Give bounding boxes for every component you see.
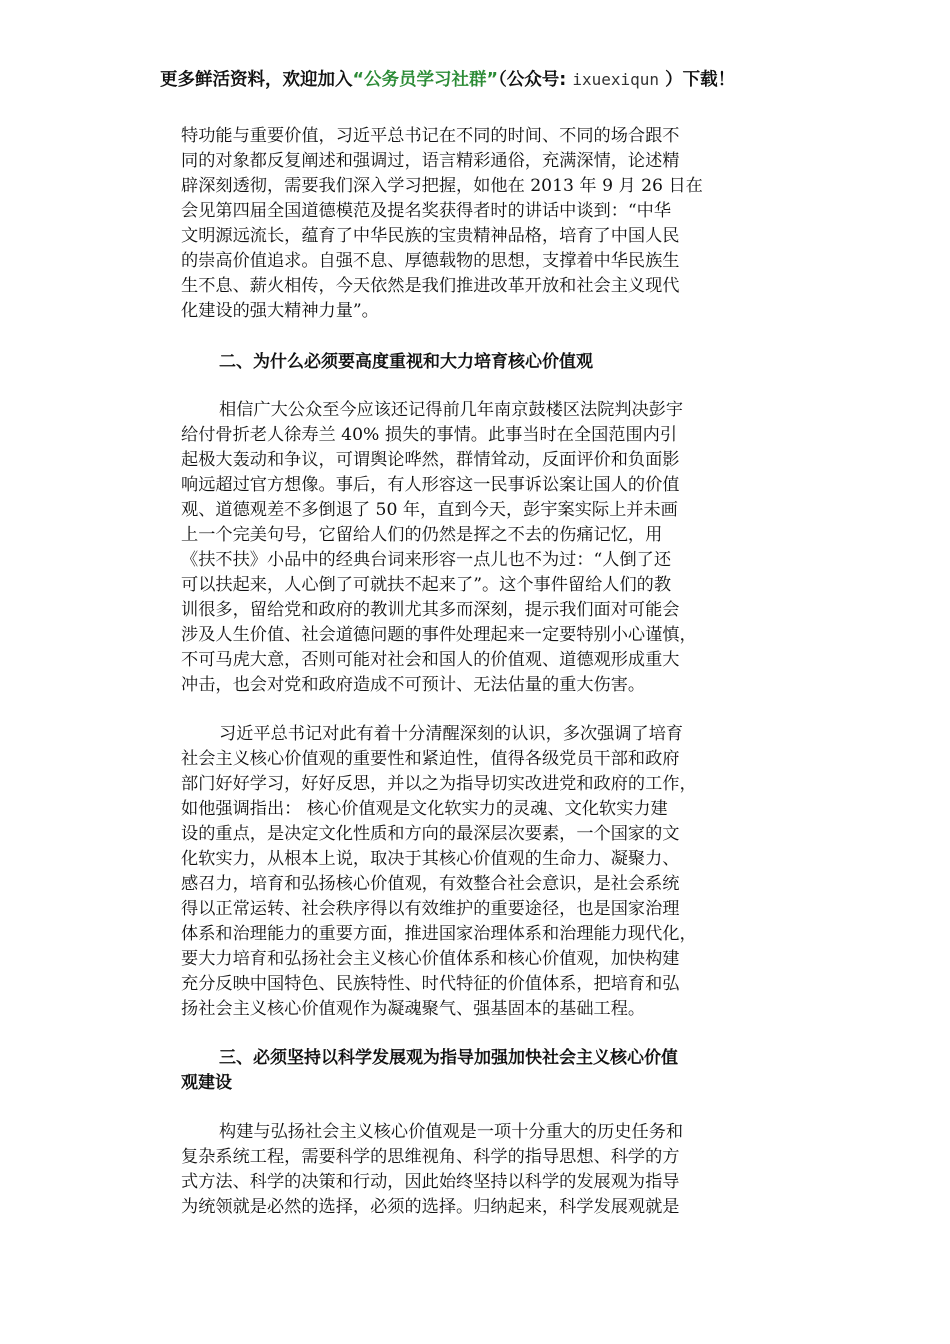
text-line: 涉及人生价值、社会道德问题的事件处理起来一定要特别小心谨慎， [181, 625, 697, 645]
text-line: 复杂系统工程，需要科学的思维视角、科学的指导思想、科学的方 [181, 1147, 680, 1167]
text-line: 同的对象都反复阐述和强调过，语言精彩通俗，充满深情，论述精 [181, 151, 680, 171]
text-line: 如他强调指出： 核心价值观是文化软实力的灵魂、文化软实力建 [181, 799, 668, 819]
section-heading-2: 二、为什么必须要高度重视和大力培育核心价值观 [219, 352, 593, 372]
text-line: 起极大轰动和争议，可谓舆论哗然，群情耸动，反面评价和负面影 [181, 450, 680, 470]
text-line: 冲击，也会对党和政府造成不可预计、无法估量的重大伤害。 [181, 675, 646, 695]
text-line: 的崇高价值追求。自强不息、厚德载物的思想，支撑着中华民族生 [181, 251, 680, 271]
promo-header [160, 68, 820, 92]
text-line: 部门好好学习，好好反思，并以之为指导切实改进党和政府的工作， [181, 774, 697, 794]
text-line: 充分反映中国特色、民族特性、时代特征的价值体系，把培育和弘 [181, 974, 680, 994]
text-line: 辟深刻透彻，需要我们深入学习把握，如他在 2013 年 9 月 26 日在 [181, 176, 703, 196]
text-line: 社会主义核心价值观的重要性和紧迫性，值得各级党员干部和政府 [181, 749, 680, 769]
text-line: 会见第四届全国道德模范及提名奖获得者时的讲话中谈到：“中华 [181, 201, 672, 221]
text-line: 得以正常运转、社会秩序得以有效维护的重要途径，也是国家治理 [181, 899, 680, 919]
text-line: 式方法、科学的决策和行动，因此始终坚持以科学的发展观为指导 [181, 1172, 680, 1192]
text-line: 文明源远流长，蕴育了中华民族的宝贵精神品格，培育了中国人民 [181, 226, 680, 246]
text-line: 响远超过官方想像。事后，有人形容这一民事诉讼案让国人的价值 [181, 475, 680, 495]
community-link[interactable]: “公务员学习社群” [352, 70, 499, 90]
text-line: 感召力，培育和弘扬核心价值观，有效整合社会意识，是社会系统 [181, 874, 680, 894]
header-text-1: 更多鲜活资料，欢迎加入 [160, 70, 353, 90]
text-line: 习近平总书记对此有着十分清醒深刻的认识，多次强调了培育 [219, 724, 684, 744]
text-line: 相信广大公众至今应该还记得前几年南京鼓楼区法院判决彭宇 [219, 400, 684, 420]
heading-line: 观建设 [181, 1073, 232, 1093]
header-text-2: （公众号: [498, 70, 567, 90]
heading-line: 三、必须坚持以科学发展观为指导加强加快社会主义核心价值 [219, 1048, 678, 1068]
text-line: 特功能与重要价值，习近平总书记在不同的时间、不同的场合跟不 [181, 126, 680, 146]
text-line: 设的重点，是决定文化性质和方向的最深层次要素，一个国家的文 [181, 824, 680, 844]
text-line: 扬社会主义核心价值观作为凝魂聚气、强基固本的基础工程。 [181, 999, 646, 1019]
text-line: 化软实力，从根本上说，取决于其核心价值观的生命力、凝聚力、 [181, 849, 680, 869]
text-line: 要大力培育和弘扬社会主义核心价值体系和核心价值观，加快构建 [181, 949, 680, 969]
header-text-3: ）下载！ [665, 70, 736, 90]
text-line: 化建设的强大精神力量”。 [181, 301, 379, 321]
account-id: ixuexiqun [572, 70, 660, 89]
text-line: 生不息、薪火相传，今天依然是我们推进改革开放和社会主义现代 [181, 276, 680, 296]
text-line: 上一个完美句号，它留给人们的仍然是挥之不去的伤痛记忆，用 [181, 525, 663, 545]
text-line: 可以扶起来，人心倒了可就扶不起来了”。这个事件留给人们的教 [181, 575, 672, 595]
text-line: 给付骨折老人徐寿兰 40% 损失的事情。此事当时在全国范围内引 [181, 425, 678, 445]
text-line: 《扶不扶》小品中的经典台词来形容一点儿也不为过：“人倒了还 [181, 550, 672, 570]
text-line: 训很多，留给党和政府的教训尤其多而深刻，提示我们面对可能会 [181, 600, 680, 620]
text-line: 观、道德观差不多倒退了 50 年，直到今天，彭宇案实际上并未画 [181, 500, 678, 520]
text-line: 体系和治理能力的重要方面，推进国家治理体系和治理能力现代化， [181, 924, 697, 944]
text-line: 为统领就是必然的选择，必须的选择。归纳起来，科学发展观就是 [181, 1197, 680, 1217]
text-line: 构建与弘扬社会主义核心价值观是一项十分重大的历史任务和 [219, 1122, 684, 1142]
text-line: 不可马虎大意，否则可能对社会和国人的价值观、道德观形成重大 [181, 650, 680, 670]
